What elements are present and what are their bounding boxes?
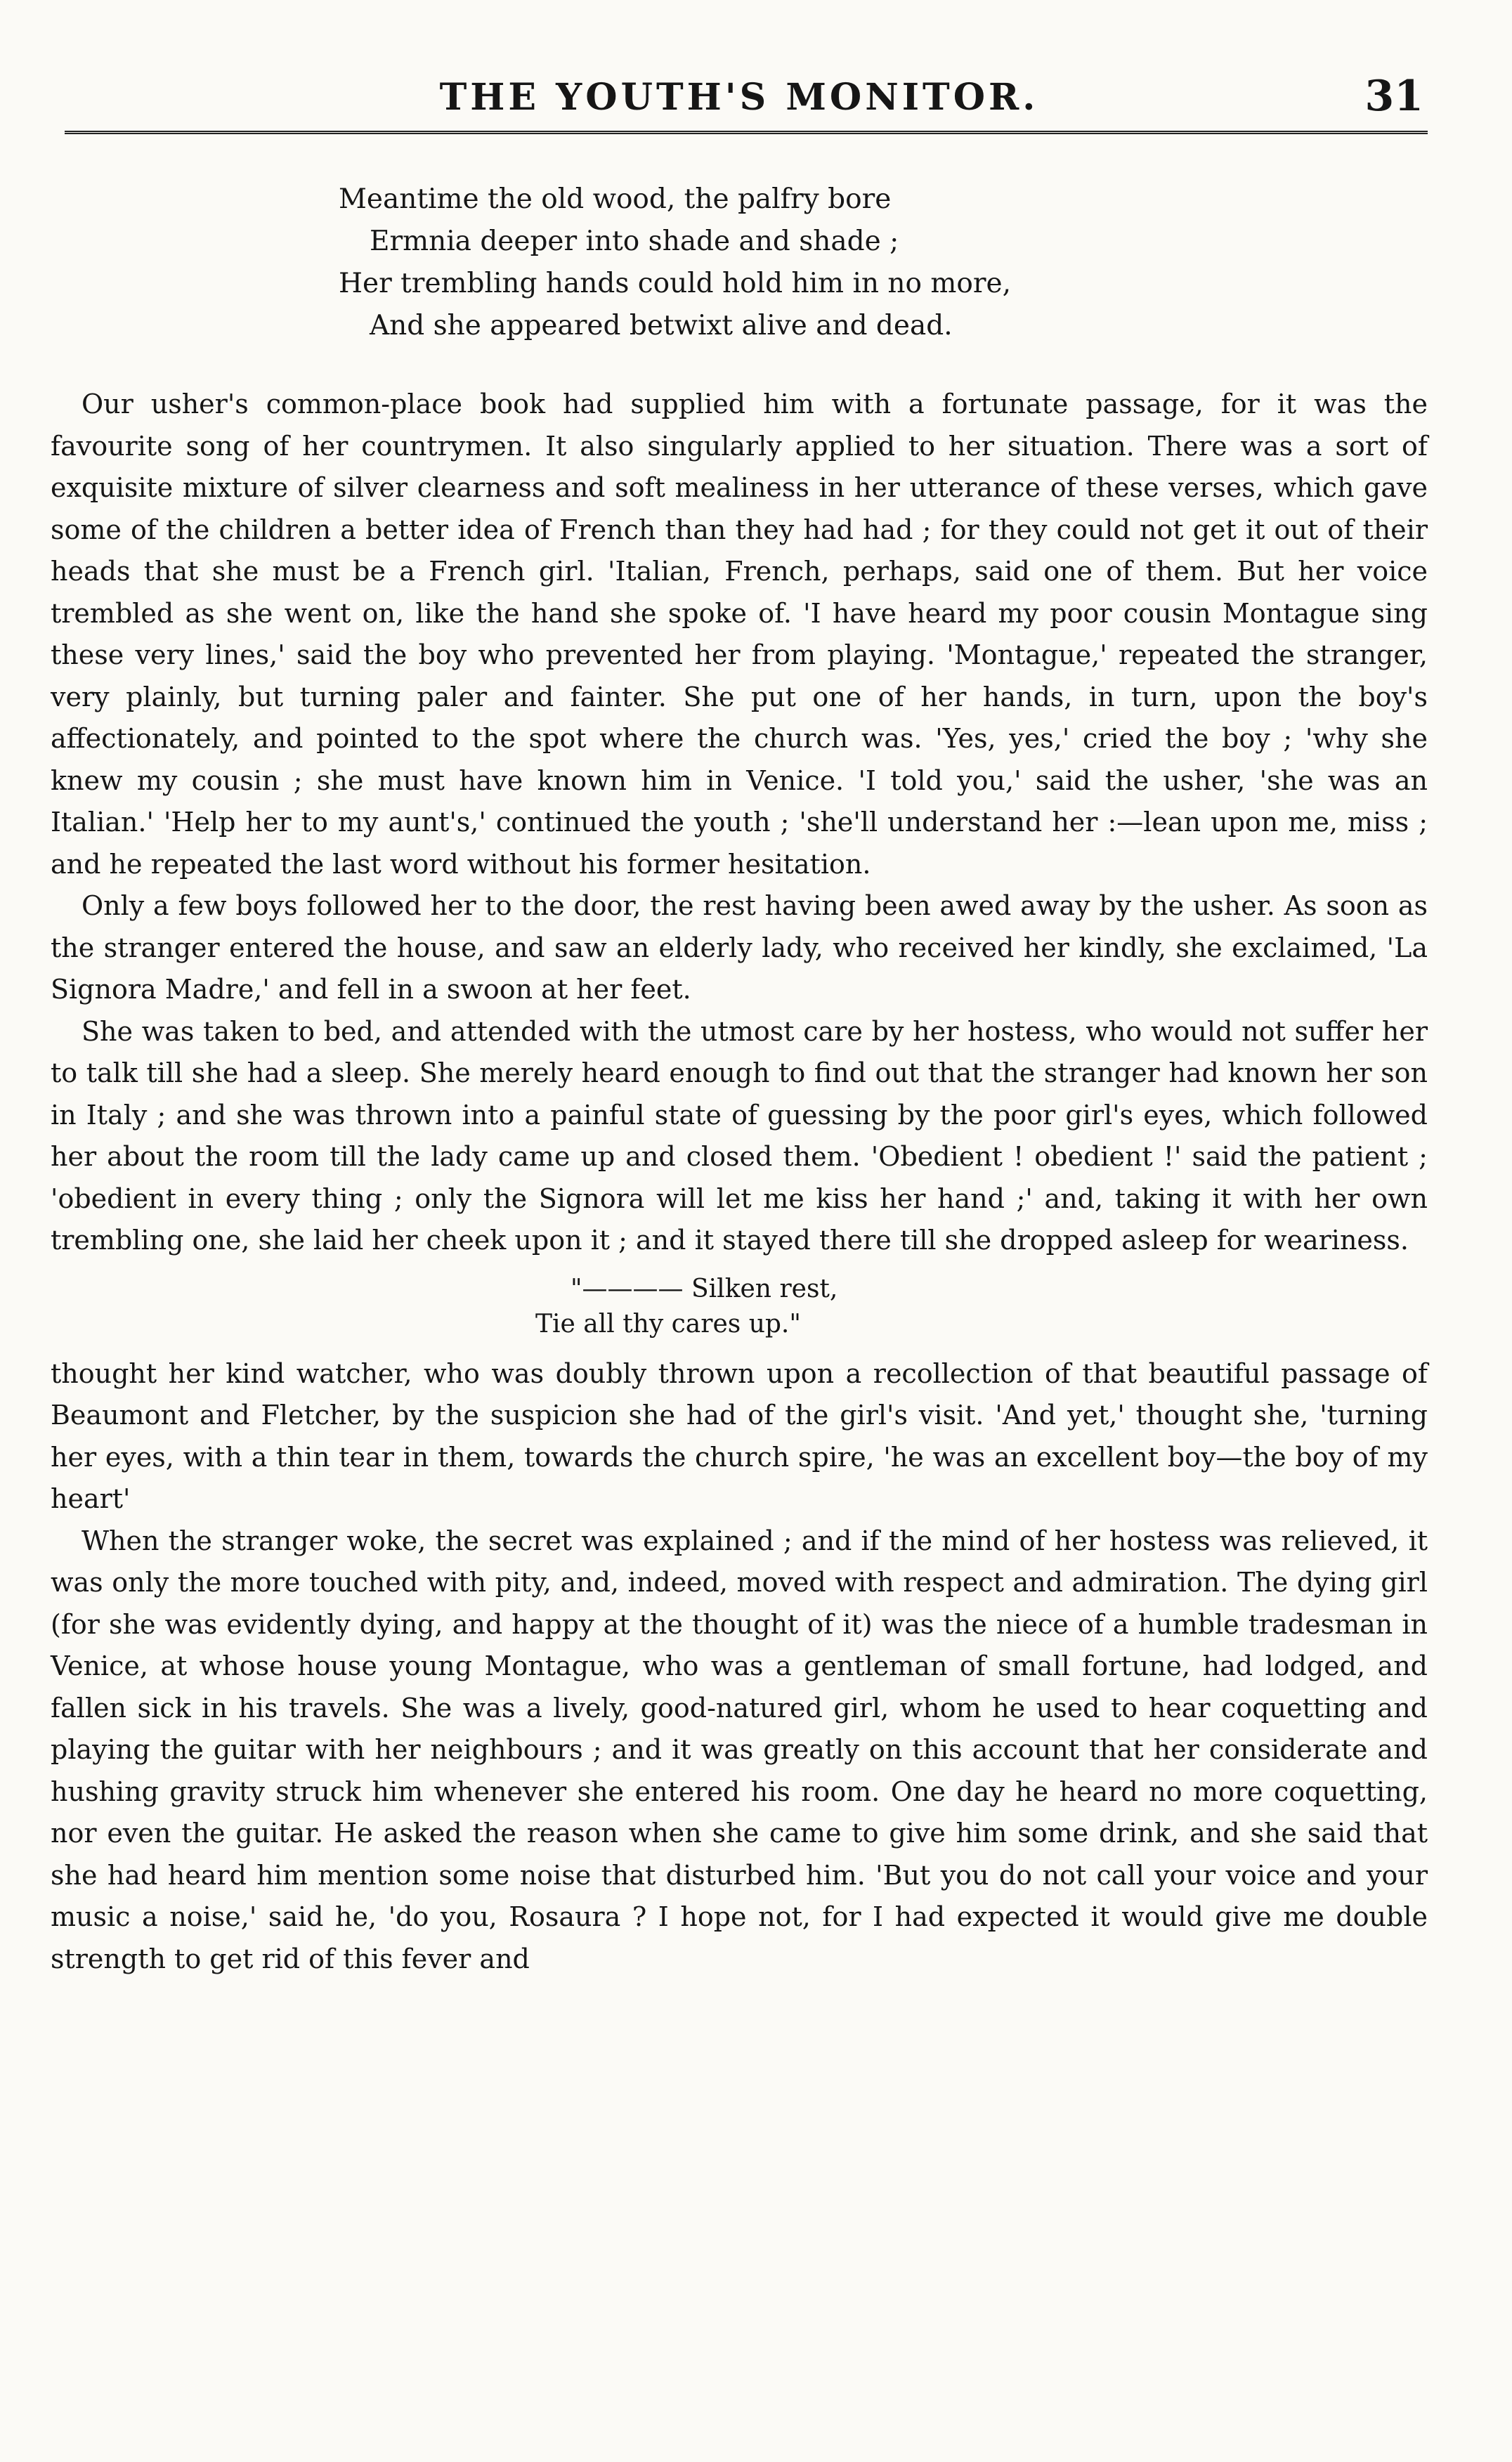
paragraph: When the stranger woke, the secret was explained ; and if the mind of her hostess was relieved, it was only the more touched with pity, and, indeed, moved with respect and admiration. The dying girl (for she was evidently dying, and happy at the thought of it) was the niece of a humble tradesman in Venice, at whose house young Montague, who was a gentleman of small fortune, had lodged, and fallen sick in his travels. She was a lively, good-natured girl, whom he used to hear coquetting and playing the guitar with her neighbours ; and it was greatly on this account that her considerate and hushing gravity struck him whenever she entered his room. One day he heard no more coquetting, nor even the guitar. He asked the reason when she came to give him some drink, and she said that she had heard him mention some noise that disturbed him. 'But you do not call your voice and your music a noise,' said he, 'do you, Rosaura ? I hope not, for I had expected it would give me double strength to get rid of this fever and xyxy=(51,1525,1428,1974)
page-number: 31 xyxy=(1364,72,1423,121)
running-title: THE YOUTH'S MONITOR. xyxy=(439,76,1039,119)
body-text xyxy=(51,384,1428,1980)
quote-line: Tie all thy cares up." xyxy=(535,1309,801,1339)
verse-line: Her trembling hands could hold him in no more, xyxy=(339,268,1012,299)
page-header xyxy=(51,56,1428,133)
paragraph: Our usher's common-place book had supplied him with a fortunate passage, for it was the favourite song of her countrymen. It also singularly applied to her situation. There was a sort of exquisite mixture of silver clearness and soft mealiness in her utterance of these verses, which gave some of the children a better idea of French than they had had ; for they could not get it out of their heads that she must be a French girl. 'Italian, French, perhaps, said one of them. But her voice trembled as she went on, like the hand she spoke of. 'I have heard my poor cousin Montague sing these very lines,' said the boy who prevented her from playing. 'Montague,' repeated the stranger, very plainly, but turning paler and fainter. She put one of her hands, in turn, upon the boy's affectionately, and pointed to the spot where the church was. 'Yes, yes,' cried the boy ; 'why she knew my cousin ; she must have known him in Venice. 'I told you,' said the usher, 'she was an Italian.' 'Help her to my aunt's,' continued the youth ; 'she'll understand her :—lean upon me, miss ; and he repeated the last word without his former hesitation. xyxy=(51,389,1428,880)
verse-stanza xyxy=(339,178,1428,347)
quotation xyxy=(535,1272,1428,1342)
verse-line: Ermnia deeper into shade and shade ; xyxy=(370,226,899,257)
verse-line: And she appeared betwixt alive and dead. xyxy=(370,310,953,341)
paragraph: thought her kind watcher, who was doubly thrown upon a recollection of that beautiful passage of Beaumont and Fletcher, by the suspicion she had of the girl's visit. 'And yet,' thought she, 'turning her eyes, with a thin tear in them, towards the church spire, 'he was an excellent boy—the boy of my heart' xyxy=(51,1357,1428,1514)
quote-line: "———— Silken rest, xyxy=(571,1274,838,1303)
paragraph: Only a few boys followed her to the door, the rest having been awed away by the usher. As soon as the stranger entered the house, and saw an elderly lady, who received her kindly, she exclaimed, 'La Signora Madre,' and fell in a swoon at her feet. xyxy=(51,890,1428,1005)
paragraph: She was taken to bed, and attended with the utmost care by her hostess, who would not suffer her to talk till she had a sleep. She merely heard enough to find out that the stranger had known her son in Italy ; and she was thrown into a painful state of guessing by the poor girl's eyes, which followed her about the room till the lady came up and closed them. 'Obedient ! obedient !' said the patient ; 'obedient in every thing ; only the Signora will let me kiss her hand ;' and, taking it with her own trembling one, she laid her cheek upon it ; and it stayed there till she dropped asleep for weariness. xyxy=(51,1015,1428,1256)
verse-line: Meantime the old wood, the palfry bore xyxy=(339,183,892,215)
header-rule xyxy=(65,131,1428,134)
book-page xyxy=(51,56,1428,2431)
